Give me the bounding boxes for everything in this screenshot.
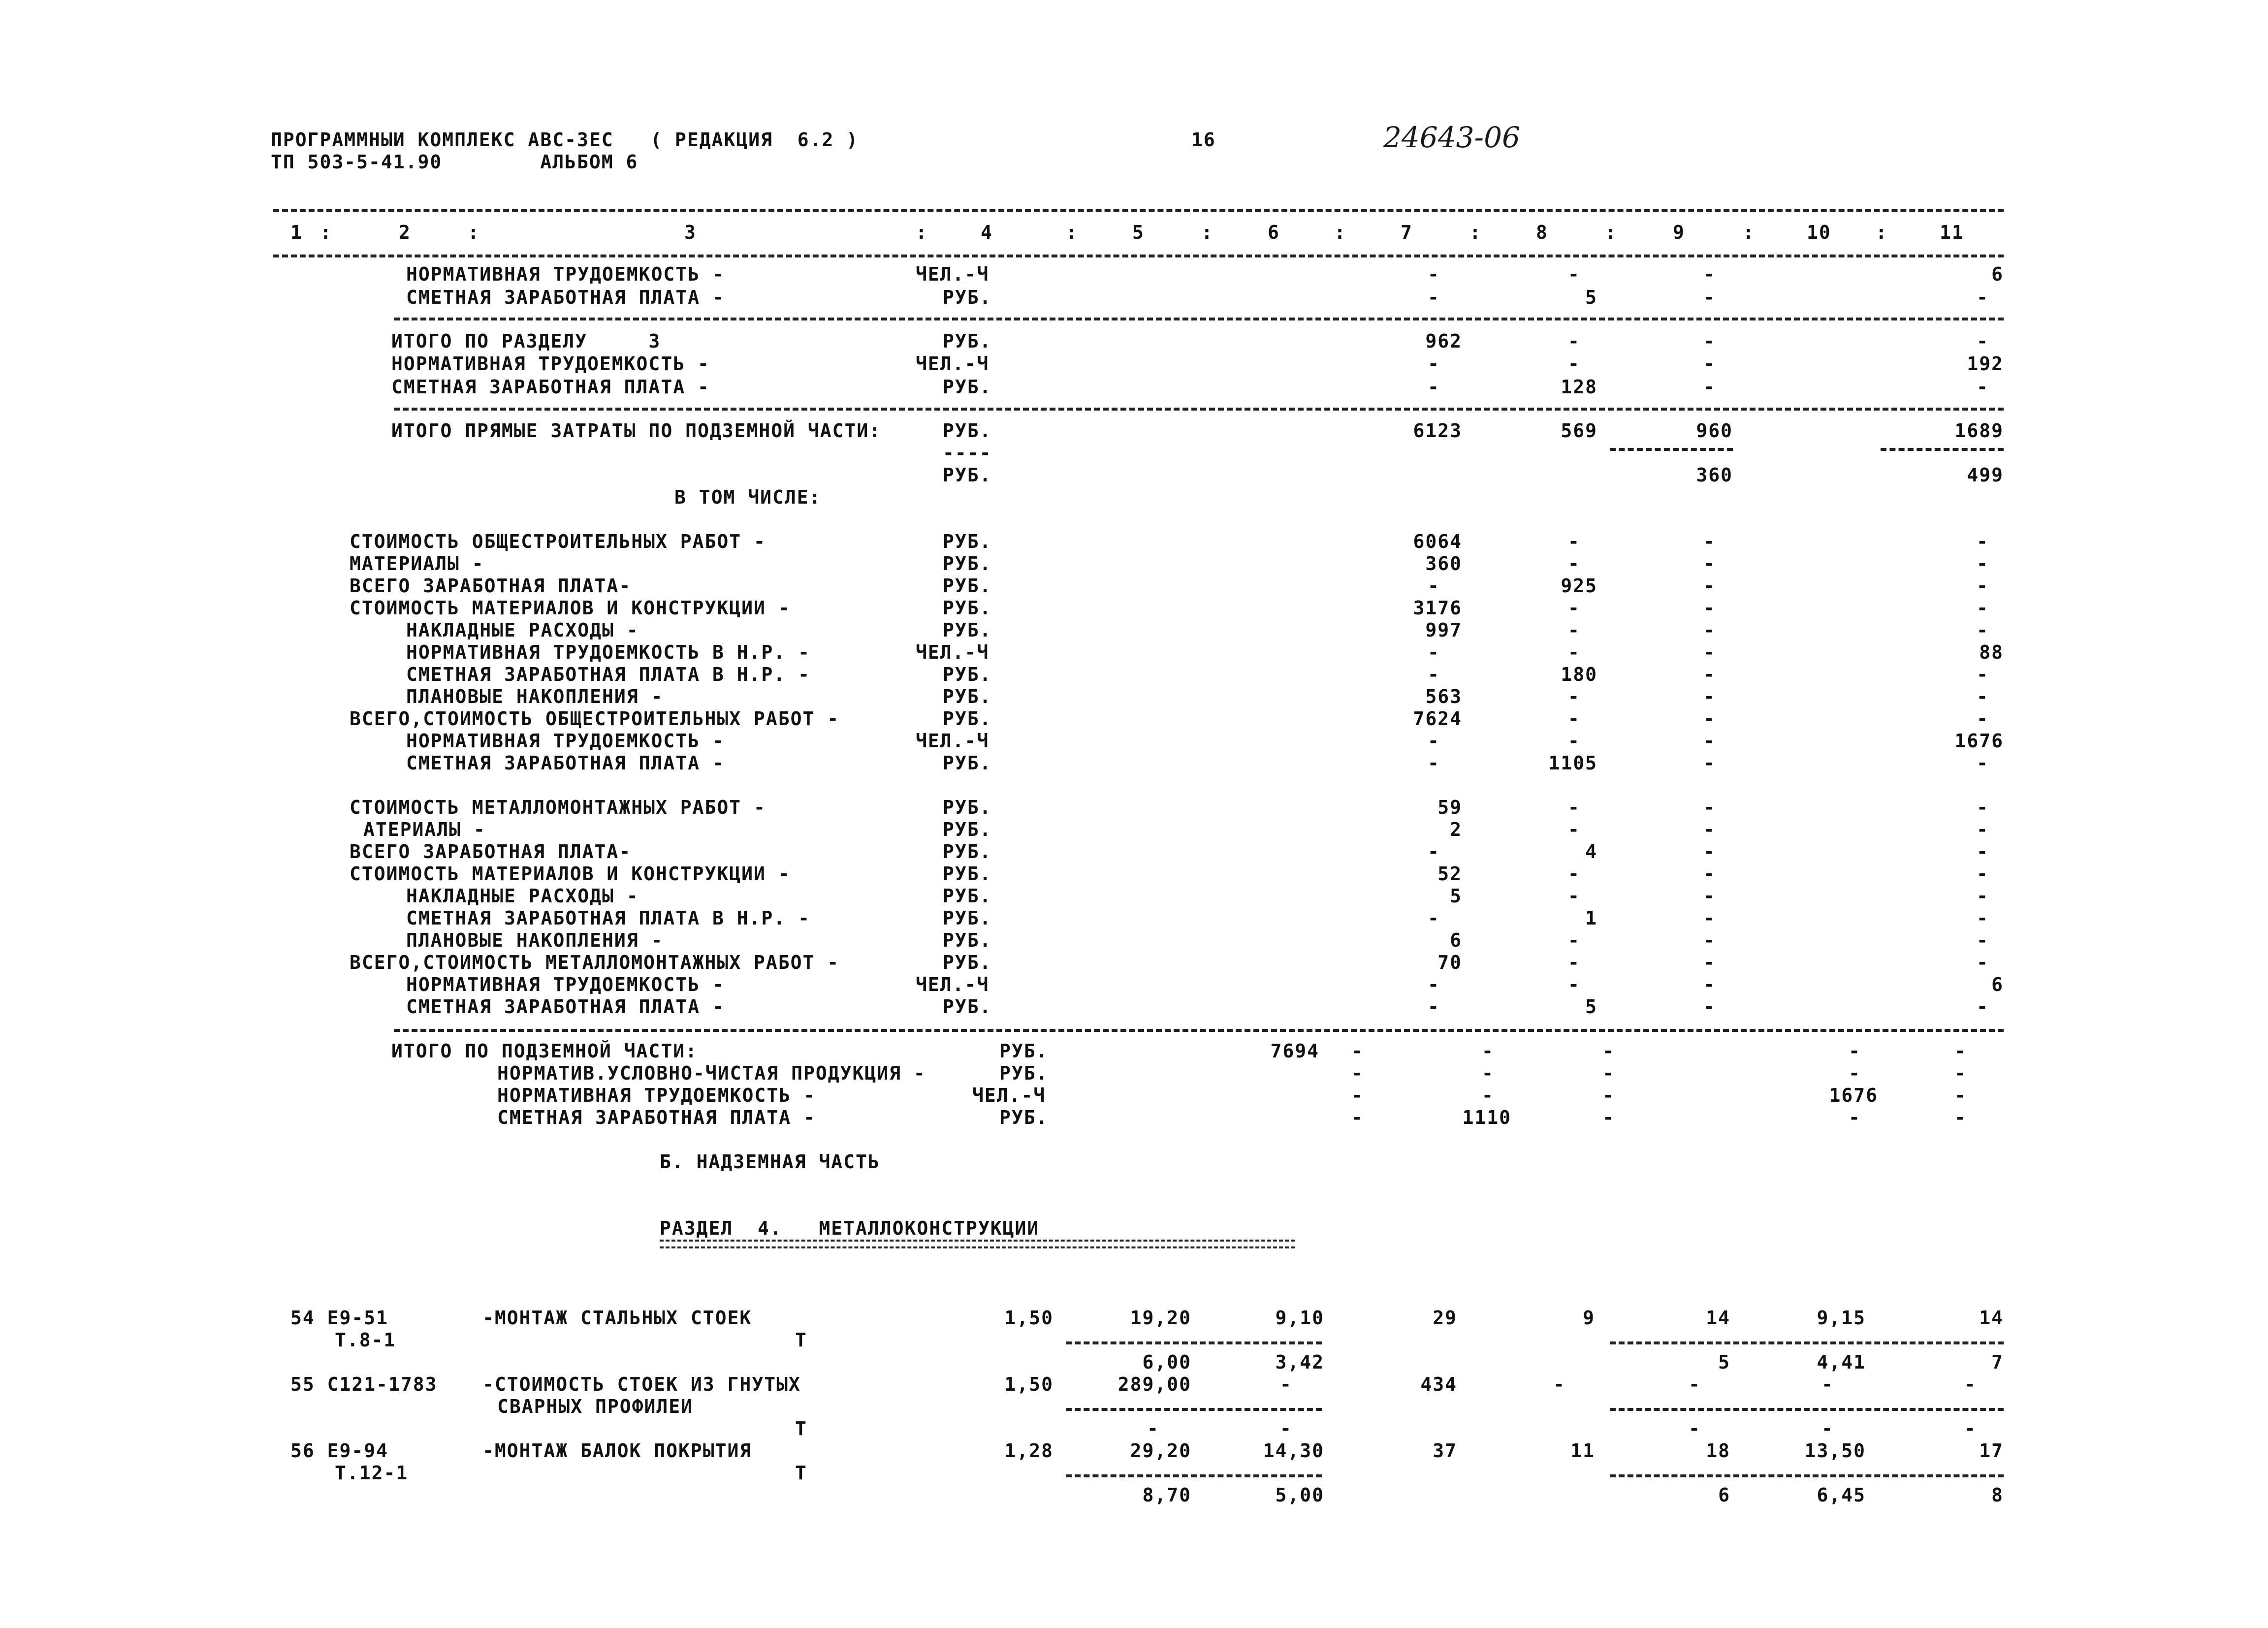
item-cell: 1,50 bbox=[1004, 1373, 1054, 1395]
row-value: - bbox=[1428, 752, 1440, 774]
row-value: 1 bbox=[1585, 907, 1597, 929]
row-value: - bbox=[1482, 1040, 1494, 1062]
row-value: - bbox=[1703, 553, 1716, 575]
row-value: - bbox=[1977, 841, 1989, 862]
row-unit: РУБ. bbox=[943, 575, 992, 597]
row-value: - bbox=[1428, 841, 1440, 862]
row-label: НОРМАТИВНАЯ ТРУДОЕМКОСТЬ - bbox=[391, 353, 710, 375]
row-value: 925 bbox=[1561, 575, 1597, 597]
row-label: АТЕРИАЛЫ - bbox=[363, 819, 486, 840]
row-value: - bbox=[1977, 686, 1989, 707]
row-label: НОРМАТИВНАЯ ТРУДОЕМКОСТЬ - bbox=[406, 730, 725, 752]
row-value: - bbox=[1568, 353, 1580, 375]
row-unit: РУБ. bbox=[943, 863, 992, 885]
row-value: - bbox=[1568, 330, 1580, 352]
row-unit: РУБ. bbox=[943, 885, 992, 907]
item-cell: 9,15 bbox=[1817, 1307, 1866, 1329]
row-value: 960 bbox=[1696, 420, 1733, 442]
row-unit: РУБ. bbox=[943, 464, 992, 486]
subtotal-rule bbox=[1610, 448, 1733, 451]
row-value: 192 bbox=[1967, 353, 2004, 375]
row-value: 563 bbox=[1425, 686, 1462, 707]
item-cell: Т.12-1 bbox=[335, 1462, 409, 1484]
row-value: - bbox=[1954, 1040, 1967, 1062]
row-label: НОРМАТИВНАЯ ТРУДОЕМКОСТЬ - bbox=[406, 263, 725, 285]
row-unit: РУБ. bbox=[943, 553, 992, 575]
column-separator: : bbox=[916, 222, 928, 243]
row-value: - bbox=[1568, 929, 1580, 951]
row-value: - bbox=[1977, 553, 1989, 575]
row-label: НОРМАТИВНАЯ ТРУДОЕМКОСТЬ В Н.Р. - bbox=[406, 641, 810, 663]
item-rule bbox=[1610, 1474, 2004, 1477]
row-unit: РУБ. bbox=[943, 708, 992, 730]
column-number-4: 4 bbox=[981, 222, 993, 243]
row-value: - bbox=[1602, 1085, 1615, 1106]
item-cell: - bbox=[1821, 1373, 1834, 1395]
row-unit: РУБ. bbox=[943, 996, 992, 1018]
row-value: 52 bbox=[1437, 863, 1462, 885]
row-label: ВСЕГО,СТОИМОСТЬ МЕТАЛЛОМОНТАЖНЫХ РАБОТ - bbox=[350, 952, 840, 973]
column-separator: : bbox=[1334, 222, 1346, 243]
row-value: 1105 bbox=[1548, 752, 1597, 774]
row-label: ИТОГО ПО РАЗДЕЛУ 3 bbox=[391, 330, 661, 352]
item-cell: 14 bbox=[1979, 1307, 2004, 1329]
row-value: - bbox=[1703, 575, 1716, 597]
section-rule bbox=[394, 318, 2004, 320]
row-value: - bbox=[1602, 1040, 1615, 1062]
item-cell: - bbox=[1689, 1373, 1701, 1395]
row-value: - bbox=[1977, 819, 1989, 840]
item-cell: -СТОИМОСТЬ СТОЕК ИЗ ГНУТЫХ bbox=[482, 1373, 801, 1395]
item-rule bbox=[1066, 1474, 1322, 1477]
row-value: 7624 bbox=[1413, 708, 1462, 730]
row-value: 4 bbox=[1585, 841, 1597, 862]
item-cell: 8,70 bbox=[1142, 1484, 1191, 1506]
item-cell: СВАРНЫХ ПРОФИЛЕИ bbox=[497, 1396, 694, 1417]
row-value: 2 bbox=[1450, 819, 1462, 840]
row-unit: РУБ. bbox=[943, 819, 992, 840]
row-value: 6 bbox=[1991, 263, 2004, 285]
row-value: - bbox=[1428, 353, 1440, 375]
row-value: - bbox=[1703, 863, 1716, 885]
row-label: СМЕТНАЯ ЗАРАБОТНАЯ ПЛАТА - bbox=[391, 376, 710, 398]
item-cell: - bbox=[1280, 1418, 1292, 1439]
item-cell: - bbox=[1147, 1418, 1159, 1439]
row-unit: РУБ. bbox=[999, 1062, 1049, 1084]
row-unit: ЧЕЛ.-Ч bbox=[916, 353, 990, 375]
row-value: - bbox=[1602, 1062, 1615, 1084]
row-value: - bbox=[1568, 641, 1580, 663]
row-value: 499 bbox=[1967, 464, 2004, 486]
section-rule bbox=[394, 408, 2004, 411]
program-title: ПРОГРАММНЫИ КОМПЛЕКС АВС-3ЕС ( РЕДАКЦИЯ 6.2 ) bbox=[271, 129, 859, 151]
column-separator: : bbox=[320, 222, 332, 243]
row-label: МАТЕРИАЛЫ - bbox=[350, 553, 484, 575]
item-cell: Т.8-1 bbox=[335, 1329, 396, 1351]
row-value: - bbox=[1568, 885, 1580, 907]
row-value: - bbox=[1977, 752, 1989, 774]
row-value: - bbox=[1568, 553, 1580, 575]
row-value: 360 bbox=[1425, 553, 1462, 575]
row-label: СМЕТНАЯ ЗАРАБОТНАЯ ПЛАТА В Н.Р. - bbox=[406, 664, 810, 685]
item-cell: 6,00 bbox=[1142, 1351, 1191, 1373]
item-cell: 14 bbox=[1706, 1307, 1730, 1329]
row-label: СМЕТНАЯ ЗАРАБОТНАЯ ПЛАТА - bbox=[406, 996, 725, 1018]
handwritten-code: 24643-06 bbox=[1383, 121, 1520, 154]
row-value: - bbox=[1428, 974, 1440, 995]
row-value: 6064 bbox=[1413, 531, 1462, 552]
row-label: НАКЛАДНЫЕ РАСХОДЫ - bbox=[406, 619, 639, 641]
row-unit: РУБ. bbox=[943, 907, 992, 929]
row-label: РАЗДЕЛ 4. МЕТАЛЛОКОНСТРУКЦИИ bbox=[660, 1217, 1040, 1239]
row-value: 180 bbox=[1561, 664, 1597, 685]
row-value: - bbox=[1977, 863, 1989, 885]
row-value: - bbox=[1703, 885, 1716, 907]
row-unit: РУБ. bbox=[943, 597, 992, 619]
item-cell: -МОНТАЖ СТАЛЬНЫХ СТОЕК bbox=[482, 1307, 752, 1329]
row-value: - bbox=[1849, 1107, 1861, 1128]
row-value: 3176 bbox=[1413, 597, 1462, 619]
row-value: - bbox=[1703, 708, 1716, 730]
row-label: НОРМАТИВ.УСЛОВНО-ЧИСТАЯ ПРОДУКЦИЯ - bbox=[497, 1062, 926, 1084]
row-value: - bbox=[1568, 952, 1580, 973]
row-value: - bbox=[1428, 263, 1440, 285]
row-label: ВСЕГО ЗАРАБОТНАЯ ПЛАТА- bbox=[350, 841, 632, 862]
item-cell: 29,20 bbox=[1130, 1440, 1191, 1462]
row-value: 1676 bbox=[1954, 730, 2004, 752]
section-rule bbox=[394, 1029, 2004, 1032]
column-number-6: 6 bbox=[1268, 222, 1280, 243]
row-value: - bbox=[1977, 597, 1989, 619]
item-cell: 17 bbox=[1979, 1440, 2004, 1462]
row-label: ПЛАНОВЫЕ НАКОПЛЕНИЯ - bbox=[406, 929, 664, 951]
row-value: 5 bbox=[1585, 287, 1597, 308]
row-value: - bbox=[1977, 531, 1989, 552]
row-unit: РУБ. bbox=[943, 420, 992, 442]
row-value: - bbox=[1977, 952, 1989, 973]
row-value: - bbox=[1568, 797, 1580, 818]
row-value: - bbox=[1602, 1107, 1615, 1128]
item-cell: - bbox=[1964, 1418, 1977, 1439]
column-number-10: 10 bbox=[1807, 222, 1831, 243]
row-value: - bbox=[1703, 797, 1716, 818]
row-value: - bbox=[1977, 287, 1989, 308]
column-separator: : bbox=[1605, 222, 1617, 243]
item-cell: -МОНТАЖ БАЛОК ПОКРЫТИЯ bbox=[482, 1440, 752, 1462]
row-unit: ЧЕЛ.-Ч bbox=[916, 730, 990, 752]
item-cell: 5 bbox=[1718, 1351, 1730, 1373]
row-value: 70 bbox=[1437, 952, 1462, 973]
row-value: - bbox=[1954, 1085, 1967, 1106]
item-cell: 9 bbox=[1583, 1307, 1595, 1329]
item-cell: 6,45 bbox=[1817, 1484, 1866, 1506]
row-value: - bbox=[1977, 907, 1989, 929]
item-cell: - bbox=[1821, 1418, 1834, 1439]
row-label: ИТОГО ПО ПОДЗЕМНОЙ ЧАСТИ: bbox=[391, 1040, 698, 1062]
row-value: 6 bbox=[1450, 929, 1462, 951]
row-value: 128 bbox=[1561, 376, 1597, 398]
row-unit: РУБ. bbox=[943, 619, 992, 641]
row-value: - bbox=[1428, 730, 1440, 752]
row-value: 569 bbox=[1561, 420, 1597, 442]
column-separator: : bbox=[1066, 222, 1078, 243]
column-number-7: 7 bbox=[1401, 222, 1413, 243]
row-value: - bbox=[1703, 952, 1716, 973]
row-value: - bbox=[1703, 686, 1716, 707]
row-value: 1676 bbox=[1829, 1085, 1878, 1106]
column-number-5: 5 bbox=[1132, 222, 1145, 243]
row-value: - bbox=[1703, 597, 1716, 619]
section-double-rule bbox=[660, 1240, 1295, 1248]
item-cell: 55 С121-1783 bbox=[290, 1373, 438, 1395]
header-top-rule bbox=[273, 209, 2004, 212]
row-value: - bbox=[1977, 376, 1989, 398]
item-cell: 289,00 bbox=[1118, 1373, 1191, 1395]
row-label: ПЛАНОВЫЕ НАКОПЛЕНИЯ - bbox=[406, 686, 664, 707]
item-cell: 18 bbox=[1706, 1440, 1730, 1462]
row-unit: РУБ. bbox=[943, 752, 992, 774]
item-cell: 7 bbox=[1991, 1351, 2004, 1373]
row-value: - bbox=[1703, 531, 1716, 552]
row-value: - bbox=[1703, 263, 1716, 285]
row-value: - bbox=[1703, 841, 1716, 862]
row-value: - bbox=[1977, 708, 1989, 730]
item-cell: - bbox=[1553, 1373, 1565, 1395]
column-separator: : bbox=[468, 222, 480, 243]
item-cell: 1,50 bbox=[1004, 1307, 1054, 1329]
row-unit: РУБ. bbox=[943, 797, 992, 818]
item-rule bbox=[1066, 1408, 1322, 1411]
row-value: - bbox=[1849, 1040, 1861, 1062]
column-separator: : bbox=[1876, 222, 1888, 243]
row-value: - bbox=[1568, 819, 1580, 840]
row-label: СТОИМОСТЬ ОБЩЕСТРОИТЕЛЬНЫХ РАБОТ - bbox=[350, 531, 766, 552]
row-value: - bbox=[1428, 376, 1440, 398]
row-unit: РУБ. bbox=[943, 952, 992, 973]
row-unit: РУБ. bbox=[943, 686, 992, 707]
row-value: 1110 bbox=[1462, 1107, 1511, 1128]
item-cell: 1,28 bbox=[1004, 1440, 1054, 1462]
item-rule bbox=[1610, 1341, 2004, 1344]
item-cell: 9,10 bbox=[1275, 1307, 1324, 1329]
row-value: - bbox=[1703, 330, 1716, 352]
column-number-1: 1 bbox=[290, 222, 303, 243]
column-number-3: 3 bbox=[684, 222, 697, 243]
row-value: - bbox=[1977, 330, 1989, 352]
row-value: - bbox=[1703, 929, 1716, 951]
item-cell: 4,41 bbox=[1817, 1351, 1866, 1373]
row-unit: РУБ. bbox=[943, 664, 992, 685]
row-value: - bbox=[1977, 885, 1989, 907]
row-value: - bbox=[1351, 1107, 1364, 1128]
row-value: - bbox=[1428, 907, 1440, 929]
row-value: - bbox=[1351, 1085, 1364, 1106]
row-unit: РУБ. bbox=[943, 376, 992, 398]
row-label: НОРМАТИВНАЯ ТРУДОЕМКОСТЬ - bbox=[497, 1085, 816, 1106]
row-value: - bbox=[1568, 863, 1580, 885]
row-value: - bbox=[1954, 1062, 1967, 1084]
item-rule bbox=[1610, 1408, 2004, 1411]
row-label: СТОИМОСТЬ МЕТАЛЛОМОНТАЖНЫХ РАБОТ - bbox=[350, 797, 766, 818]
item-cell: 11 bbox=[1570, 1440, 1595, 1462]
row-unit: РУБ. bbox=[999, 1107, 1049, 1128]
row-value: - bbox=[1954, 1107, 1967, 1128]
row-value: - bbox=[1568, 597, 1580, 619]
row-value: - bbox=[1703, 641, 1716, 663]
row-value: - bbox=[1703, 353, 1716, 375]
item-cell: 29 bbox=[1433, 1307, 1457, 1329]
row-label: ИТОГО ПРЯМЫЕ ЗАТРАТЫ ПО ПОДЗЕМНОЙ ЧАСТИ: bbox=[391, 420, 882, 442]
row-value: - bbox=[1703, 730, 1716, 752]
row-value: - bbox=[1703, 974, 1716, 995]
row-label: СМЕТНАЯ ЗАРАБОТНАЯ ПЛАТА - bbox=[497, 1107, 816, 1128]
item-cell: Т bbox=[795, 1329, 807, 1351]
row-label: СТОИМОСТЬ МАТЕРИАЛОВ И КОНСТРУКЦИИ - bbox=[350, 597, 791, 619]
row-value: 1689 bbox=[1954, 420, 2004, 442]
row-value: - bbox=[1568, 263, 1580, 285]
header-bottom-rule bbox=[273, 255, 2004, 257]
item-cell: 54 Е9-51 bbox=[290, 1307, 389, 1329]
row-value: - bbox=[1568, 619, 1580, 641]
item-cell: 8 bbox=[1991, 1484, 2004, 1506]
row-value: - bbox=[1703, 376, 1716, 398]
row-value: 5 bbox=[1450, 885, 1462, 907]
row-value: - bbox=[1977, 575, 1989, 597]
row-value: - bbox=[1703, 619, 1716, 641]
project-reference: ТП 503-5-41.90 АЛЬБОМ 6 bbox=[271, 151, 639, 173]
item-cell: 434 bbox=[1420, 1373, 1457, 1395]
row-unit: РУБ. bbox=[943, 287, 992, 308]
item-cell: 13,50 bbox=[1804, 1440, 1866, 1462]
item-rule bbox=[1066, 1341, 1322, 1344]
row-unit: РУБ. bbox=[943, 531, 992, 552]
row-value: 6 bbox=[1991, 974, 2004, 995]
row-unit: РУБ. bbox=[943, 929, 992, 951]
row-value: - bbox=[1428, 664, 1440, 685]
row-value: - bbox=[1428, 575, 1440, 597]
row-value: - bbox=[1428, 641, 1440, 663]
row-value: - bbox=[1428, 996, 1440, 1018]
row-value: 5 bbox=[1585, 996, 1597, 1018]
row-unit: ---- bbox=[943, 442, 992, 464]
row-label: ВСЕГО ЗАРАБОТНАЯ ПЛАТА- bbox=[350, 575, 632, 597]
row-value: - bbox=[1977, 619, 1989, 641]
row-unit: ЧЕЛ.-Ч bbox=[916, 641, 990, 663]
row-unit: РУБ. bbox=[943, 330, 992, 352]
row-value: - bbox=[1703, 907, 1716, 929]
row-value: - bbox=[1568, 531, 1580, 552]
row-value: - bbox=[1703, 752, 1716, 774]
row-value: 88 bbox=[1979, 641, 2004, 663]
column-separator: : bbox=[1201, 222, 1214, 243]
item-cell: Т bbox=[795, 1418, 807, 1439]
item-cell: 19,20 bbox=[1130, 1307, 1191, 1329]
column-separator: : bbox=[1469, 222, 1482, 243]
row-value: - bbox=[1977, 996, 1989, 1018]
row-unit: РУБ. bbox=[943, 841, 992, 862]
row-label: ВСЕГО,СТОИМОСТЬ ОБЩЕСТРОИТЕЛЬНЫХ РАБОТ - bbox=[350, 708, 840, 730]
row-value: - bbox=[1568, 708, 1580, 730]
row-value: 59 bbox=[1437, 797, 1462, 818]
item-cell: 56 Е9-94 bbox=[290, 1440, 389, 1462]
subtotal-rule bbox=[1881, 448, 2004, 451]
row-value: - bbox=[1482, 1062, 1494, 1084]
row-label: В ТОМ ЧИСЛЕ: bbox=[674, 486, 822, 508]
row-value: - bbox=[1568, 974, 1580, 995]
row-value: 997 bbox=[1425, 619, 1462, 641]
row-label: СТОИМОСТЬ МАТЕРИАЛОВ И КОНСТРУКЦИИ - bbox=[350, 863, 791, 885]
column-number-8: 8 bbox=[1536, 222, 1548, 243]
row-unit: ЧЕЛ.-Ч bbox=[916, 974, 990, 995]
row-value: - bbox=[1703, 287, 1716, 308]
row-value: - bbox=[1351, 1040, 1364, 1062]
column-separator: : bbox=[1743, 222, 1755, 243]
row-value: - bbox=[1703, 819, 1716, 840]
row-value: - bbox=[1482, 1085, 1494, 1106]
row-label: Б. НАДЗЕМНАЯ ЧАСТЬ bbox=[660, 1151, 880, 1173]
page-number: 16 bbox=[1191, 129, 1216, 151]
row-value: - bbox=[1977, 929, 1989, 951]
row-value: - bbox=[1568, 686, 1580, 707]
row-value: - bbox=[1849, 1062, 1861, 1084]
row-value: - bbox=[1977, 797, 1989, 818]
row-value: - bbox=[1568, 730, 1580, 752]
row-value: 6123 bbox=[1413, 420, 1462, 442]
item-cell: - bbox=[1689, 1418, 1701, 1439]
item-cell: - bbox=[1280, 1373, 1292, 1395]
item-cell: Т bbox=[795, 1462, 807, 1484]
row-unit: РУБ. bbox=[999, 1040, 1049, 1062]
column-number-11: 11 bbox=[1940, 222, 1964, 243]
row-value: - bbox=[1351, 1062, 1364, 1084]
row-label: СМЕТНАЯ ЗАРАБОТНАЯ ПЛАТА - bbox=[406, 287, 725, 308]
item-cell: 5,00 bbox=[1275, 1484, 1324, 1506]
item-cell: 3,42 bbox=[1275, 1351, 1324, 1373]
row-value: - bbox=[1703, 996, 1716, 1018]
row-value: 962 bbox=[1425, 330, 1462, 352]
item-cell: 14,30 bbox=[1263, 1440, 1324, 1462]
column-number-9: 9 bbox=[1673, 222, 1685, 243]
item-cell: - bbox=[1964, 1373, 1977, 1395]
row-label: СМЕТНАЯ ЗАРАБОТНАЯ ПЛАТА - bbox=[406, 752, 725, 774]
row-value: - bbox=[1428, 287, 1440, 308]
item-cell: 37 bbox=[1433, 1440, 1457, 1462]
row-label: НОРМАТИВНАЯ ТРУДОЕМКОСТЬ - bbox=[406, 974, 725, 995]
row-unit: ЧЕЛ.-Ч bbox=[916, 263, 990, 285]
item-cell: 6 bbox=[1718, 1484, 1730, 1506]
row-value: - bbox=[1703, 664, 1716, 685]
row-value: 7694 bbox=[1270, 1040, 1319, 1062]
row-label: СМЕТНАЯ ЗАРАБОТНАЯ ПЛАТА В Н.Р. - bbox=[406, 907, 810, 929]
column-number-2: 2 bbox=[399, 222, 411, 243]
row-label: НАКЛАДНЫЕ РАСХОДЫ - bbox=[406, 885, 639, 907]
row-unit: ЧЕЛ.-Ч bbox=[972, 1085, 1046, 1106]
row-value: - bbox=[1977, 664, 1989, 685]
row-value: 360 bbox=[1696, 464, 1733, 486]
